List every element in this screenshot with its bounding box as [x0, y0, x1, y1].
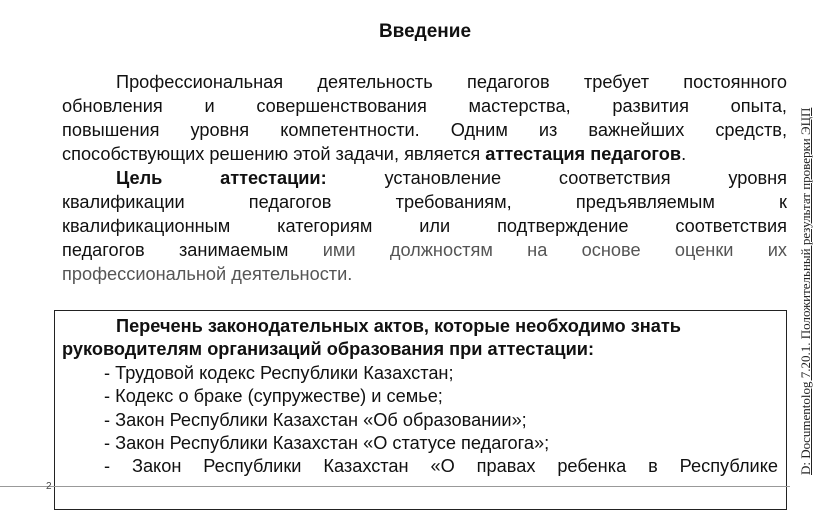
attestation-emphasis: аттестация педагогов — [485, 144, 682, 164]
footer-divider — [0, 486, 790, 487]
goal-line — [62, 238, 787, 262]
goal-line: квалификационным категориям или подтверждение соответствия — [62, 216, 787, 236]
goal-line4-dark: педагогов занимаемым — [62, 240, 289, 260]
document-title: Введение — [378, 21, 472, 42]
goal-line — [62, 166, 787, 190]
goal-line: квалификации педагогов требованиям, предъявляемым к — [62, 192, 787, 212]
legal-act-item: - Закон Республики Казахстан «О правах ребенка в Республике — [104, 456, 778, 477]
legal-act-item: - Закон Республики Казахстан «О статусе педагога»; — [104, 433, 550, 454]
legal-acts-box — [54, 310, 787, 510]
goal-label: Цель аттестации: — [116, 168, 327, 188]
intro-last-prefix: способствующих решению этой задачи, является — [62, 144, 486, 164]
intro-last-suffix: . — [681, 144, 687, 164]
legal-act-item: - Закон Республики Казахстан «Об образовании»; — [104, 409, 527, 430]
signature-side-note — [788, 95, 822, 475]
legal-box-heading: Перечень законодательных актов, которые необходимо знать — [116, 316, 681, 336]
intro-line: повышения уровня компетентности. Одним из важнейших средств, — [62, 120, 787, 140]
page-marker: 2 — [46, 481, 52, 492]
goal-paragraph — [62, 166, 787, 286]
intro-line: Профессиональная деятельность педагогов требует постоянного — [116, 72, 787, 92]
goal-first-rest: установление соответствия уровня — [326, 168, 788, 188]
intro-paragraph — [62, 70, 787, 166]
goal-line-last: профессиональной деятельности. — [62, 264, 353, 284]
legal-act-item: - Кодекс о браке (супружестве) и семье; — [104, 386, 443, 407]
intro-line-last — [62, 142, 787, 166]
legal-act-item: - Трудовой кодекс Республики Казахстан; — [104, 362, 454, 383]
goal-line4-muted: ими должностям на основе оценки их — [288, 240, 787, 260]
signature-verification-text: D: Documentolog 7.20.1. Положительный результат проверки ЭЦП — [798, 107, 813, 475]
legal-box-heading: руководителям организаций образования при аттестации: — [62, 339, 595, 360]
intro-line: обновления и совершенствования мастерства, развития опыта, — [62, 96, 787, 116]
